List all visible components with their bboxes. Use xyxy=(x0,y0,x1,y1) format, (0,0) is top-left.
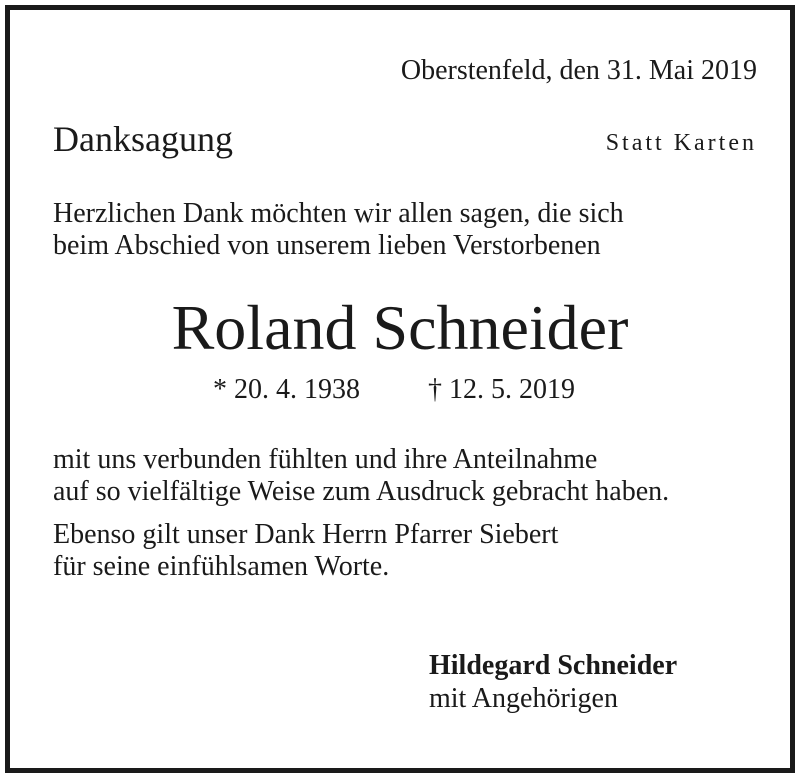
thanks-paragraph xyxy=(53,444,669,508)
thanks-line: mit uns verbunden fühlten und ihre Anteilnahme xyxy=(53,444,598,475)
signer-suffix: mit Angehörigen xyxy=(429,683,618,714)
deceased-name: Roland Schneider xyxy=(171,292,629,363)
place-date: Oberstenfeld, den 31. Mai 2019 xyxy=(400,55,757,86)
signer-name: Hildegard Schneider xyxy=(429,650,678,681)
intro-line: Herzlichen Dank möchten wir allen sagen, die sich xyxy=(53,198,624,229)
thanks-line: auf so vielfältige Weise zum Ausdruck gebracht haben. xyxy=(53,476,670,507)
intro-paragraph xyxy=(53,198,624,262)
birth-date: * 20. 4. 1938 xyxy=(213,374,360,405)
statt-karten-label: Statt Karten xyxy=(605,130,757,156)
intro-line: beim Abschied von unserem lieben Verstorbenen xyxy=(53,230,601,261)
pastor-line: Ebenso gilt unser Dank Herrn Pfarrer Siebert xyxy=(53,519,559,550)
notice-heading: Danksagung xyxy=(53,119,233,159)
notice-frame xyxy=(5,5,795,773)
pastor-line: für seine einfühlsamen Worte. xyxy=(53,551,390,582)
death-date: † 12. 5. 2019 xyxy=(428,374,575,405)
pastor-paragraph xyxy=(53,519,558,583)
